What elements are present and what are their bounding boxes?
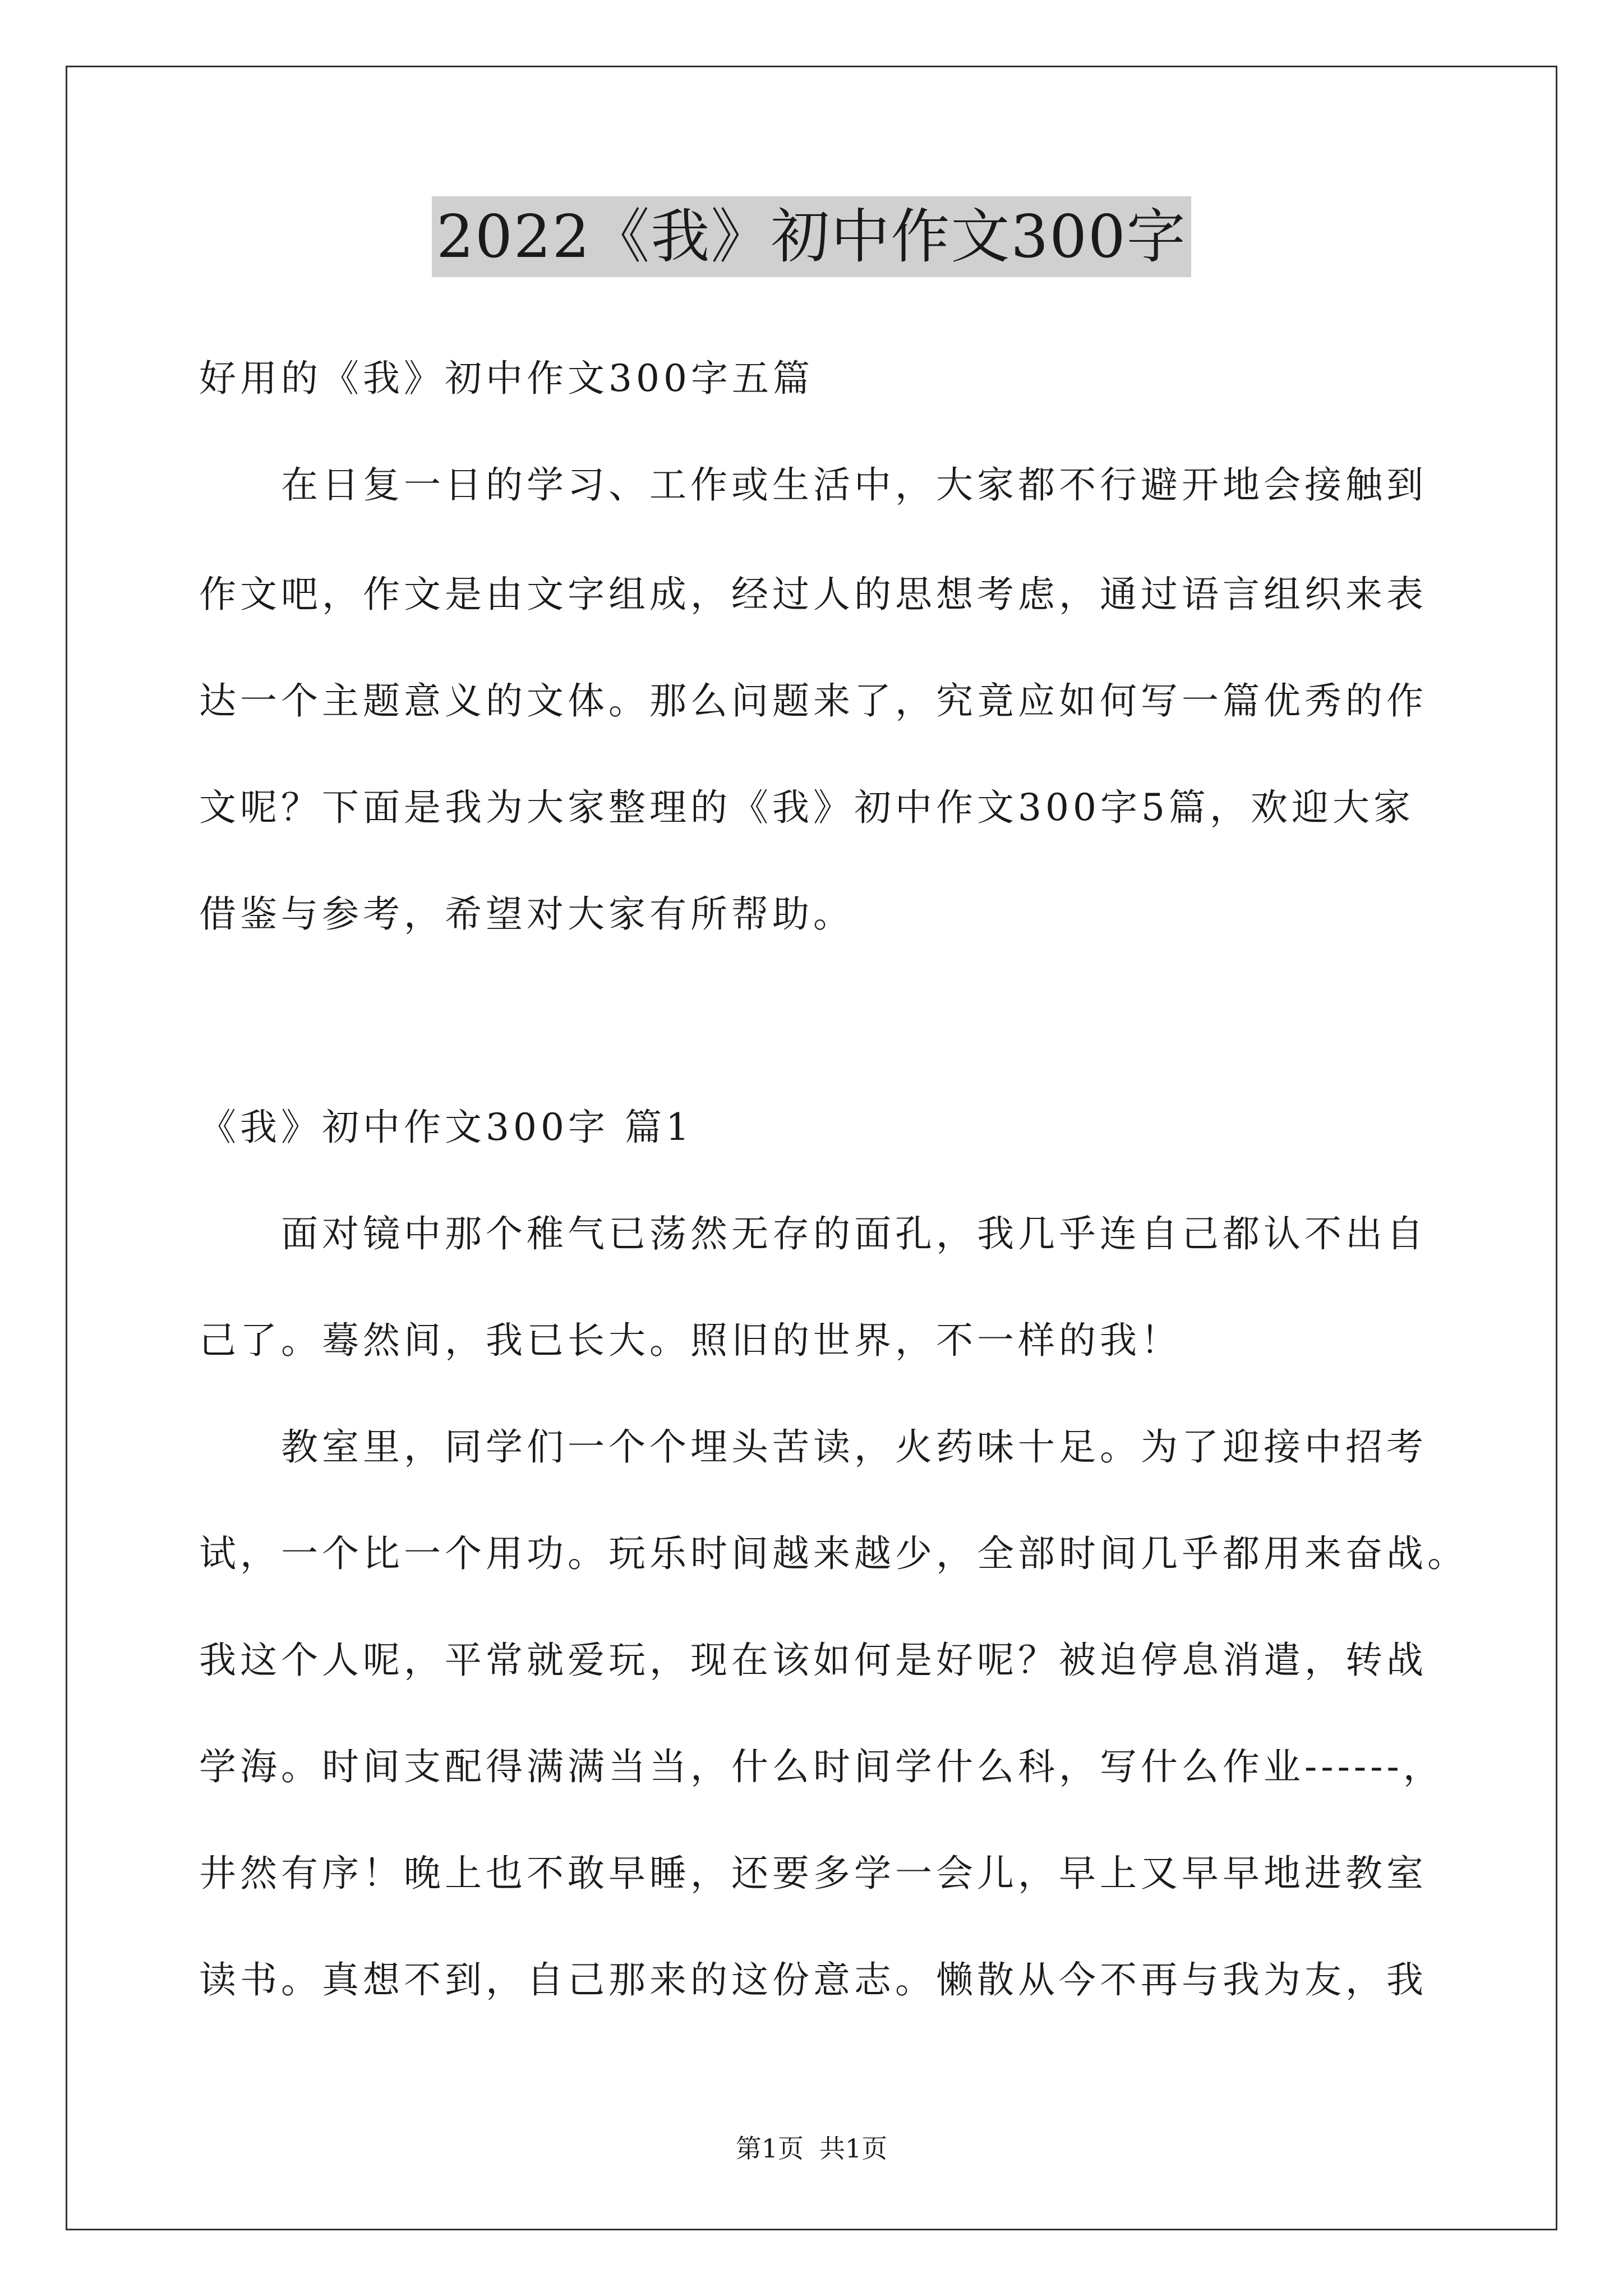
document-subtitle: 好用的《我》初中作文300字五篇 — [199, 357, 814, 400]
body-line: 我这个人呢，平常就爱玩，现在该如何是好呢？被迫停息消遣，转战 — [199, 1639, 1427, 1682]
section-heading: 《我》初中作文300字 篇1 — [199, 1106, 693, 1149]
title-container — [0, 196, 1623, 277]
body-line: 己了。蓦然间，我已长大。照旧的世界，不一样的我！ — [199, 1319, 1182, 1362]
body-line: 井然有序！晚上也不敢早睡，还要多学一会儿，早上又早早地进教室 — [199, 1852, 1427, 1895]
intro-line: 文呢？下面是我为大家整理的《我》初中作文300字5篇，欢迎大家 — [199, 786, 1414, 829]
body-line: 试，一个比一个用功。玩乐时间越来越少，全部时间几乎都用来奋战。 — [199, 1532, 1468, 1575]
body-line: 面对镜中那个稚气已荡然无存的面孔，我几乎连自己都认不出自 — [199, 1212, 1427, 1255]
body-line: 读书。真想不到，自己那来的这份意志。懒散从今不再与我为友，我 — [199, 1958, 1427, 2001]
body-line: 学海。时间支配得满满当当，什么时间学什么科，写什么作业------， — [199, 1745, 1444, 1788]
page-footer — [0, 2132, 1623, 2165]
page-number: 第1页 — [735, 2133, 804, 2164]
intro-line: 达一个主题意义的文体。那么问题来了，究竟应如何写一篇优秀的作 — [199, 679, 1427, 723]
intro-line: 借鉴与参考，希望对大家有所帮助。 — [199, 892, 854, 936]
intro-line: 作文吧，作文是由文字组成，经过人的思想考虑，通过语言组织来表 — [199, 573, 1427, 616]
intro-line: 在日复一日的学习、工作或生活中，大家都不行避开地会接触到 — [199, 463, 1427, 507]
page-total: 共1页 — [819, 2133, 888, 2164]
body-line: 教室里，同学们一个个埋头苦读，火药味十足。为了迎接中招考 — [199, 1425, 1427, 1469]
document-title: 2022《我》初中作文300字 — [432, 196, 1191, 277]
